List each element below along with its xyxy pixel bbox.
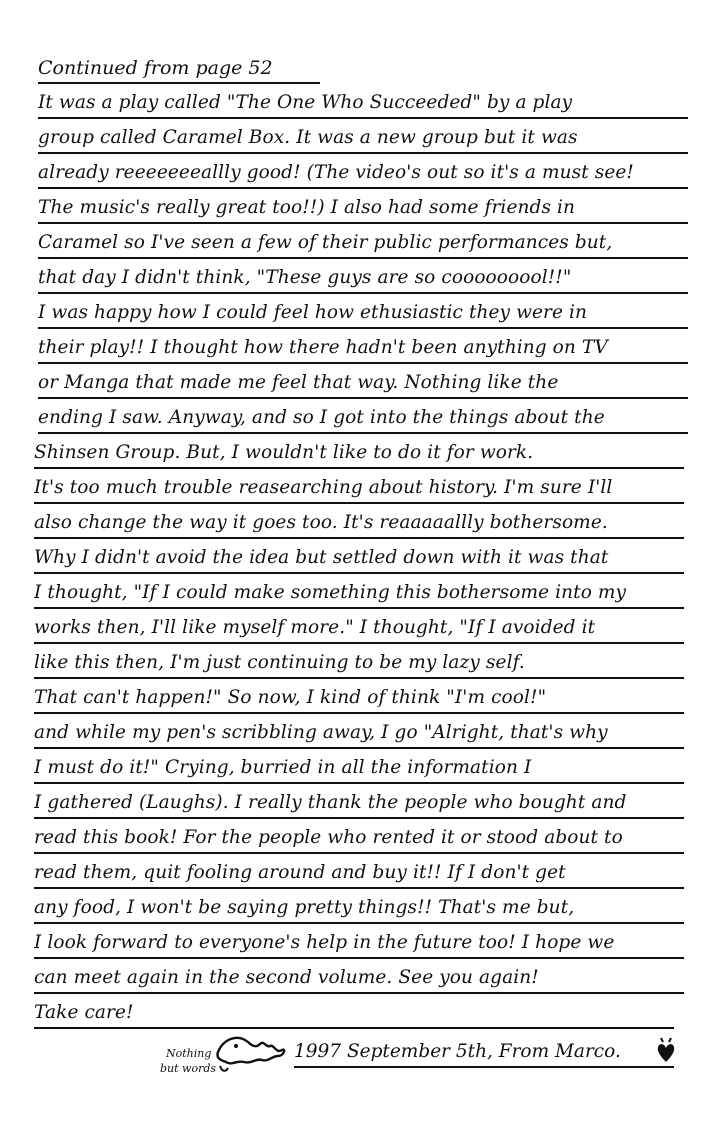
- text-line: already reeeeeeeallly good! (The video's out so it's a must see!: [38, 159, 688, 189]
- text-line: Shinsen Group. But, I wouldn't like to do it for work.: [34, 439, 684, 469]
- signature-line: 1997 September 5th, From Marco.: [294, 1038, 674, 1068]
- text-line: or Manga that made me feel that way. Nothing like the: [38, 369, 688, 399]
- text-line: That can't happen!" So now, I kind of think "I'm cool!": [34, 684, 684, 714]
- text-line: like this then, I'm just continuing to be my lazy self.: [34, 649, 684, 679]
- heart-icon: [656, 1036, 676, 1064]
- text-line: It was a play called "The One Who Succeeded" by a play: [38, 89, 688, 119]
- text-line: Why I didn't avoid the idea but settled down with it was that: [34, 544, 684, 574]
- text-line: read them, quit fooling around and buy it!! If I don't get: [34, 859, 684, 889]
- text-line: that day I didn't think, "These guys are so cooooooool!!": [38, 264, 688, 294]
- text-line: I thought, "If I could make something this bothersome into my: [34, 579, 684, 609]
- logo-word-1: Nothing: [166, 1047, 212, 1060]
- text-line: any food, I won't be saying pretty things!! That's me but,: [34, 894, 684, 924]
- squiggle-creature-icon: [216, 1032, 288, 1076]
- text-line: Take care!: [34, 999, 674, 1029]
- text-line: I was happy how I could feel how ethusiastic they were in: [38, 299, 688, 329]
- text-line: group called Caramel Box. It was a new group but it was: [38, 124, 688, 154]
- continued-heading: Continued from page 52: [38, 54, 320, 84]
- text-line: also change the way it goes too. It's reaaaaallly bothersome.: [34, 509, 684, 539]
- text-line: read this book! For the people who rented it or stood about to: [34, 824, 684, 854]
- text-line: their play!! I thought how there hadn't been anything on TV: [38, 334, 688, 364]
- text-line: ending I saw. Anyway, and so I got into the things about the: [38, 404, 688, 434]
- text-line: and while my pen's scribbling away, I go "Alright, that's why: [34, 719, 684, 749]
- text-line: can meet again in the second volume. See you again!: [34, 964, 684, 994]
- text-line: I must do it!" Crying, burried in all the information I: [34, 754, 684, 784]
- text-line: I gathered (Laughs). I really thank the people who bought and: [34, 789, 684, 819]
- text-line: Caramel so I've seen a few of their public performances but,: [38, 229, 688, 259]
- text-line: The music's really great too!!) I also had some friends in: [38, 194, 688, 224]
- footer: [160, 1032, 680, 1082]
- text-line: works then, I'll like myself more." I thought, "If I avoided it: [34, 614, 684, 644]
- text-line: I look forward to everyone's help in the future too! I hope we: [34, 929, 684, 959]
- text-line: It's too much trouble reasearching about history. I'm sure I'll: [34, 474, 684, 504]
- nothing-but-words-logo: [160, 1032, 290, 1082]
- logo-word-2: but words: [160, 1062, 217, 1075]
